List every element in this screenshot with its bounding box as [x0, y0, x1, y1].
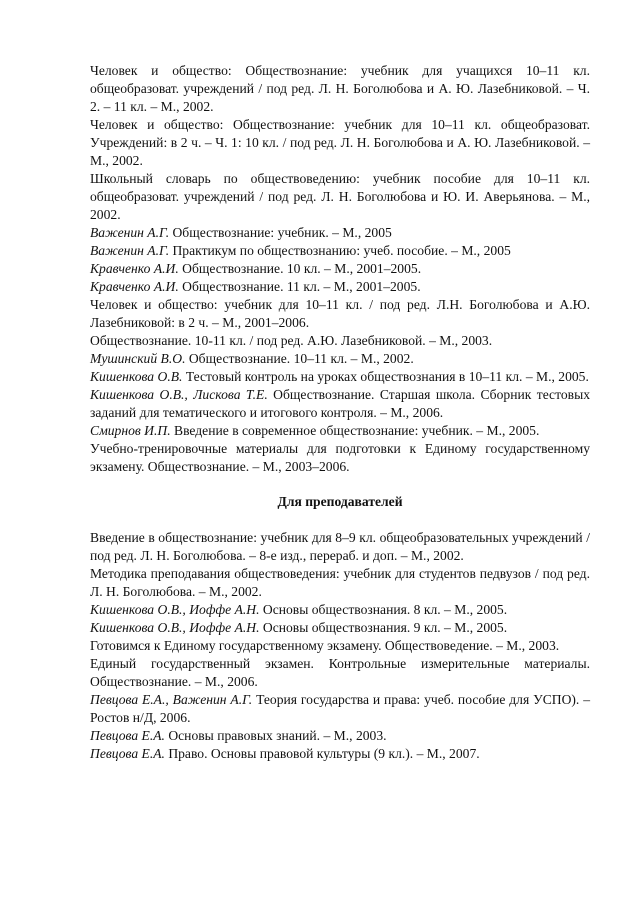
- bib-author: Мушинский В.О.: [90, 351, 186, 366]
- bib-text: Обществознание. 10–11 кл. – М., 2002.: [185, 351, 414, 366]
- bib-text: Право. Основы правовой культуры (9 кл.). – М., 2007.: [164, 746, 480, 761]
- bib-text: Тестовый контроль на уроках обществознания в 10–11 кл. – М., 2005.: [182, 369, 589, 384]
- bib-author: Певцова Е.А.: [90, 746, 165, 761]
- bib-entry: [90, 745, 590, 763]
- bib-text: Теория государства и права: учеб. пособие для УСПО). – Ростов н/Д, 2006.: [90, 692, 590, 725]
- bib-text: Обществознание. Старшая школа. Сборник тестовых заданий для тематического и итогового контроля. – М., 2006.: [90, 387, 591, 420]
- bib-author: Кишенкова О.В., Иоффе А.Н.: [90, 602, 260, 617]
- bib-author: Кишенкова О.В.: [90, 369, 183, 384]
- section-heading-teachers: Для преподавателей: [277, 494, 403, 509]
- bib-entry: [90, 619, 590, 637]
- bib-text: Введение в современное обществознание: учебник. – М., 2005.: [170, 423, 540, 438]
- bib-text: Основы обществознания. 9 кл. – М., 2005.: [259, 620, 508, 635]
- bib-entry: [90, 565, 590, 601]
- bib-author: Кравченко А.И.: [90, 261, 179, 276]
- bib-entry: [90, 332, 590, 350]
- bib-entry: [90, 224, 590, 242]
- bib-text: Единый государственный экзамен. Контрольные измерительные материалы. Обществознание. – М., 2006.: [90, 656, 590, 689]
- bib-entry: [90, 386, 590, 422]
- bib-entry: [90, 655, 590, 691]
- bib-text: Обществознание. 10 кл. – М., 2001–2005.: [178, 261, 422, 276]
- bib-entry: [90, 727, 590, 745]
- bib-text: Основы обществознания. 8 кл. – М., 2005.: [259, 602, 508, 617]
- bib-text: Обществознание. 11 кл. – М., 2001–2005.: [178, 279, 421, 294]
- bib-author: Певцова Е.А.: [90, 728, 165, 743]
- bib-author: Смирнов И.П.: [90, 423, 171, 438]
- bib-entry: [90, 278, 590, 296]
- bib-entry: [90, 637, 590, 655]
- bib-entry: [90, 116, 590, 170]
- bib-entry: [90, 529, 590, 565]
- bib-text: Методика преподавания обществоведения: учебник для студентов педвузов / под ред. Л. Н. Боголюбова. – М., 2002.: [90, 566, 590, 599]
- bib-author: Кравченко А.И.: [90, 279, 179, 294]
- bib-text: Практикум по обществознанию: учеб. пособие. – М., 2005: [169, 243, 511, 258]
- bib-entry: [90, 440, 590, 476]
- bib-author: Певцова Е.А., Важенин А.Г.: [90, 692, 253, 707]
- bib-entry: [90, 62, 590, 116]
- bib-text: Учебно-тренировочные материалы для подготовки к Единому государственному экзамену. Обществознание. – М., 2003–2006.: [90, 441, 590, 474]
- bib-entry: [90, 296, 590, 332]
- document-page: [90, 62, 590, 763]
- bib-text: Обществознание. 10-11 кл. / под ред. А.Ю. Лазебниковой. – М., 2003.: [90, 333, 493, 348]
- bib-text: Школьный словарь по обществоведению: учебник пособие для 10–11 кл. общеобразоват. учреждений / под ред. Л. Н. Боголюбова и Ю. И. Аверьянова. – М., 2002.: [90, 171, 590, 222]
- bib-text: Готовимся к Единому государственному экзамену. Обществоведение. – М., 2003.: [90, 638, 560, 653]
- bib-entry: [90, 422, 590, 440]
- bib-text: Обществознание: учебник. – М., 2005: [169, 225, 392, 240]
- bib-entry: [90, 368, 590, 386]
- bib-text: Введение в обществознание: учебник для 8–9 кл. общеобразовательных учреждений / под ред. Л. Н. Боголюбова. – 8-е изд., перераб. и доп. – М., 2002.: [90, 530, 590, 563]
- bib-text: Человек и общество: Обществознание: учебник для 10–11 кл. общеобразоват. Учреждений: в 2 ч. – Ч. 1: 10 кл. / под ред. Л. Н. Боголюбова и А. Ю. Лазебниковой. – М., 2002.: [90, 117, 590, 168]
- student-bibliography: [90, 62, 590, 476]
- bib-text: Человек и общество: учебник для 10–11 кл. / под ред. Л.Н. Боголюбова и А.Ю. Лазебниковой: в 2 ч. – М., 2001–2006.: [90, 297, 590, 330]
- teacher-bibliography: [90, 529, 590, 763]
- bib-entry: [90, 601, 590, 619]
- bib-text: Основы правовых знаний. – М., 2003.: [164, 728, 387, 743]
- bib-author: Кишенкова О.В., Лискова Т.Е.: [90, 387, 268, 402]
- bib-author: Важенин А.Г.: [90, 225, 170, 240]
- bib-entry: [90, 350, 590, 368]
- bib-entry: [90, 170, 590, 224]
- bib-author: Важенин А.Г.: [90, 243, 170, 258]
- bib-entry: [90, 242, 590, 260]
- bib-entry: [90, 260, 590, 278]
- bib-author: Кишенкова О.В., Иоффе А.Н.: [90, 620, 260, 635]
- bib-text: Человек и общество: Обществознание: учебник для учащихся 10–11 кл. общеобразоват. учреждений / под ред. Л. Н. Боголюбова и А. Ю. Лазебниковой. – Ч. 2. – 11 кл. – М., 2002.: [90, 63, 590, 114]
- bib-entry: [90, 691, 590, 727]
